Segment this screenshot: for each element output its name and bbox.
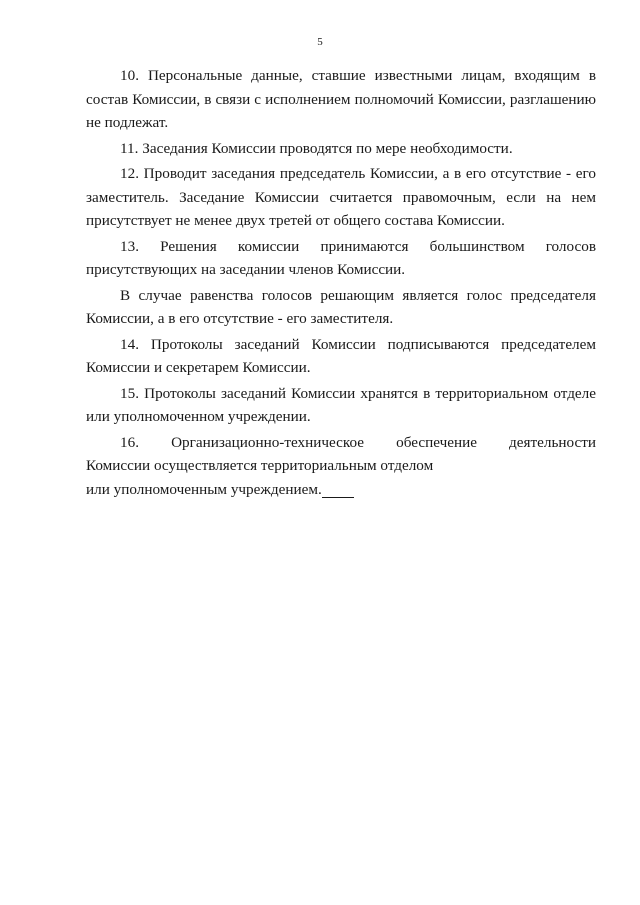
paragraph-12: 12. Проводит заседания председатель Комиссии, а в его отсутствие - его заместитель. Заседание Комиссии считается правомочным, если на нем присутствует не менее двух третей от общего состава Комиссии. <box>86 165 596 229</box>
paragraph-16 <box>86 431 596 502</box>
document-body <box>86 64 596 501</box>
paragraph-14: 14. Протоколы заседаний Комиссии подписываются председателем Комиссии и секретарем Комиссии. <box>86 335 596 376</box>
paragraph-16-line-1: 16. Организационно-техническое обеспечение деятельности <box>120 433 596 451</box>
paragraph-16-line-2: Комиссии осуществляется территориальным отделом <box>86 457 434 474</box>
paragraph-10: 10. Персональные данные, ставшие известными лицам, входящим в состав Комиссии, в связи с исполнением полномочий Комиссии, разглашению не подлежат. <box>86 67 596 131</box>
paragraph-11: 11. Заседания Комиссии проводятся по мере необходимости. <box>120 139 513 157</box>
paragraph-15: 15. Протоколы заседаний Комиссии хранятся в территориальном отделе или уполномоченном учреждении. <box>86 384 596 425</box>
paragraph-16-line-3: или уполномоченным учреждением. <box>86 480 322 498</box>
end-divider <box>322 497 354 498</box>
page-number: 5 <box>317 36 323 48</box>
paragraph-tie-vote: В случае равенства голосов решающим является голос председателя Комиссии, а в его отсутствие - его заместителя. <box>86 286 596 327</box>
paragraph-13: 13. Решения комиссии принимаются большинством голосов присутствующих на заседании членов Комиссии. <box>86 237 596 278</box>
